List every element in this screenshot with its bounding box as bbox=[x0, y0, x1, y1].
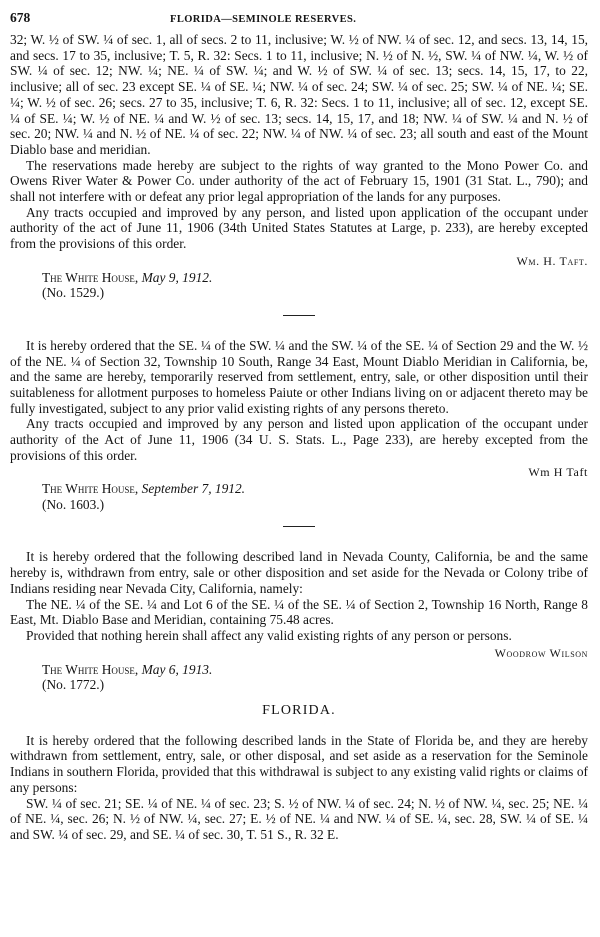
dateline bbox=[42, 662, 588, 678]
order-number: (No. 1772.) bbox=[42, 677, 105, 693]
order-paragraph: It is hereby ordered that the SE. ¼ of the SW. ¼ and the SW. ¼ of the SE. ¼ of Section 29 and the W. ½ of the NE. ¼ of Section 32, Township 10 South, Range 34 East, Mount Diablo Meridian in California, be, and the same are hereby, temporarily reserved from settlement, entry, sale, or other disposition until their suitableness for allotment purposes to homeless Paiute or other Indians living on or adjacent thereto may be fully investigated, subject to any prior valid existing rights of any persons thereto. bbox=[10, 337, 588, 416]
page-header bbox=[10, 10, 588, 32]
signature: Wm. H. Taft. bbox=[516, 253, 588, 268]
order-date: September 7, 1912. bbox=[141, 481, 246, 497]
running-title: FLORIDA—SEMINOLE RESERVES. bbox=[170, 14, 357, 25]
order-paragraph: Any tracts occupied and improved by any person, and listed upon application of the occupant under authority of the act of June 11, 1906 (34th United States Statutes at Large, p. 233), are hereby excepted from the provisions of this order. bbox=[10, 204, 588, 252]
section-divider bbox=[283, 526, 315, 527]
order-paragraph: Provided that nothing herein shall affect any valid existing rights of any person or persons. bbox=[26, 627, 512, 643]
florida-order bbox=[10, 733, 588, 843]
dateline bbox=[42, 481, 588, 497]
order-paragraph: SW. ¼ of sec. 21; SE. ¼ of NE. ¼ of sec. 23; S. ½ of NW. ¼ of sec. 24; N. ½ of NW. ¼, sec. 25; NE. ¼ of NE. ¼, sec. 26; N. ½ of NW. ¼, sec. 27; E. ½ of NE. ¼ and NW. ¼ of SE. ¼, sec. 28, SW. ¼ of SE. ¼ and SW. ¼ of sec. 29, and SE. ¼ of sec. 30, T. 51 S., R. 32 E. bbox=[10, 795, 588, 842]
section-heading: FLORIDA. bbox=[262, 702, 336, 718]
signature: Wm H Taft bbox=[528, 465, 588, 480]
order-paragraph: It is hereby ordered that the following described land in Nevada County, California, be and the same hereby is, withdrawn from entry, sale or other disposition and set aside for the Nevada or Colony tribe of Indians residing near Nevada City, California, namely: bbox=[10, 549, 588, 596]
place-name: The White House, bbox=[42, 269, 139, 285]
signature: Woodrow Wilson bbox=[494, 645, 588, 660]
page-number: 678 bbox=[10, 10, 31, 25]
order-date: May 6, 1913. bbox=[141, 661, 213, 677]
section-divider bbox=[283, 315, 315, 316]
order-paragraph: Any tracts occupied and improved by any person and listed upon application of the occupant under authority of the Act of June 11, 1906 (34 U. S. Stats. L., Page 233), are hereby excepted from the provisions of this order. bbox=[10, 416, 588, 463]
order-1529 bbox=[10, 32, 588, 301]
place-name: The White House, bbox=[42, 481, 139, 497]
dateline bbox=[42, 270, 588, 286]
order-number: (No. 1529.) bbox=[42, 285, 105, 301]
order-paragraph: It is hereby ordered that the following described lands in the State of Florida be, and they are hereby withdrawn from settlement, entry, sale, or other disposal, and set aside as a reservation for the Seminole Indians in southern Florida, provided that this withdrawal is subject to any existing valid rights or claims of any persons: bbox=[10, 732, 588, 795]
order-date: May 9, 1912. bbox=[141, 269, 213, 285]
order-1603 bbox=[10, 338, 588, 513]
order-paragraph: 32; W. ½ of SW. ¼ of sec. 1, all of secs. 2 to 11, inclusive; W. ½ of NW. ¼ of sec. 12, and secs. 13, 14, 15, and secs. 17 to 35, inclusive; T. 5, R. 32: Secs. 1 to 11, inclusive; N. ½ of N. ½, SW. ¼ of NW. ¼, W. ½ of SW. ¼ of sec. 12; NW. ¼; NE. ¼ of SW. ¼; and W. ½ of SW. ¼ of sec. 13; secs. 14, 15, 17, to 22, inclusive; all of sec. 23 except SE. ¼ of SE. ¼; NW. ¼ of sec. 24; SW. ¼ of sec. 25; SW. ¼ of NE. ¼; SE. ¼; W. ½ of sec. 26; secs. 27 to 35, inclusive; T. 6, R. 32: Secs. 1 to 11, inclusive; all of sec. 12, except SE. ¼ of SE. ¼; W. ½ of NE. ¼ and W. ½ of sec. 13; secs. 14, 15, 17, and 18; NW. ¼ of SW. ¼ and N. ½ of sec. 20; NW. ¼ and N. ½ of NE. ¼ of sec. 22; NW. ¼ of NW. ¼ of sec. 23; all south and east of the Mount Diablo base and meridian. bbox=[10, 32, 588, 157]
place-name: The White House, bbox=[42, 661, 139, 677]
order-paragraph: The NE. ¼ of the SE. ¼ and Lot 6 of the SE. ¼ of the SE. ¼ of Section 2, Township 16 North, Range 8 East, Mt. Diablo Base and Meridian, containing 75.48 acres. bbox=[10, 596, 588, 628]
order-paragraph: The reservations made hereby are subject to the rights of way granted to the Mono Power Co. and Owens River Water & Power Co. under authority of the act of February 15, 1901 (31 Stat. L., 790); and shall not interfere with or defeat any prior legal appropriation of the lands for any purposes. bbox=[10, 157, 588, 205]
order-number: (No. 1603.) bbox=[42, 496, 105, 512]
order-1772 bbox=[10, 549, 588, 692]
